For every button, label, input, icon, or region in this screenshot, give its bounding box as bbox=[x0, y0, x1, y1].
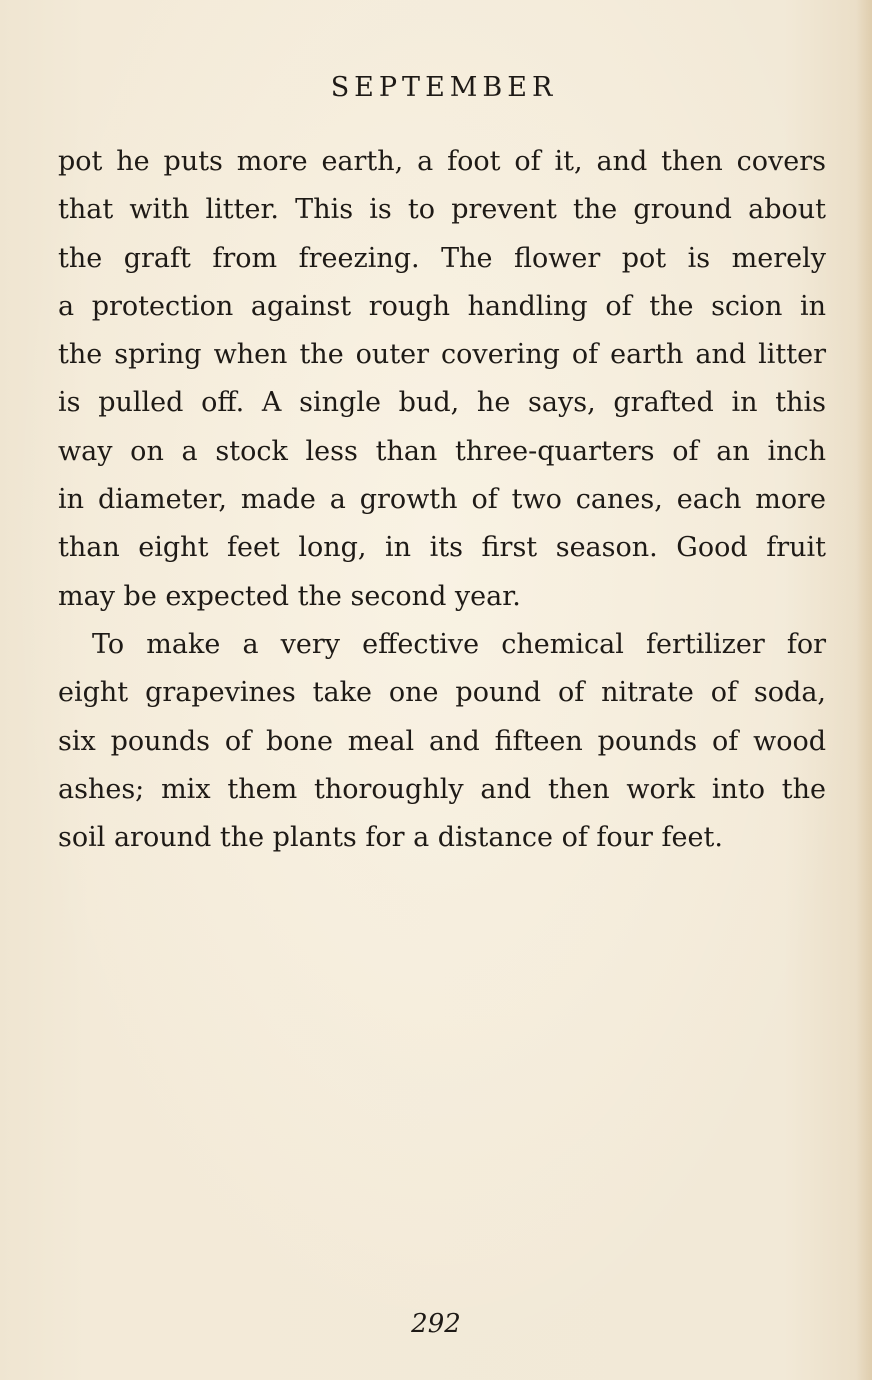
body-text bbox=[58, 138, 826, 862]
text-line: ashes; mix them thoroughly and then work into the bbox=[58, 773, 826, 805]
text-line: in diameter, made a growth of two canes, each more bbox=[58, 484, 826, 516]
text-line: a protection against rough handling of the scion in bbox=[58, 290, 826, 322]
text-line: six pounds of bone meal and fifteen pounds of wood bbox=[58, 725, 826, 757]
text-line: the spring when the outer covering of earth and litter bbox=[58, 339, 826, 371]
text-line: is pulled off. A single bud, he says, grafted in this bbox=[58, 387, 826, 419]
text-line: pot he puts more earth, a foot of it, and then covers bbox=[58, 146, 826, 177]
paragraph-end-line: soil around the plants for a distance of four feet. bbox=[58, 822, 723, 854]
paragraph-start-line: To make a very effective chemical fertilizer for bbox=[92, 628, 826, 660]
page-number: 292 bbox=[411, 1309, 461, 1339]
text-line: the graft from freezing. The flower pot is merely bbox=[58, 242, 826, 274]
page-edge-shading bbox=[856, 0, 872, 1380]
running-head: SEPTEMBER bbox=[330, 72, 558, 103]
text-line: eight grapevines take one pound of nitrate of soda, bbox=[58, 677, 826, 709]
paragraph-end-line: may be expected the second year. bbox=[58, 580, 521, 612]
text-line: that with litter. This is to prevent the ground about bbox=[58, 194, 826, 226]
text-line: than eight feet long, in its first season. Good fruit bbox=[58, 532, 826, 564]
text-line: way on a stock less than three-quarters of an inch bbox=[58, 435, 826, 467]
